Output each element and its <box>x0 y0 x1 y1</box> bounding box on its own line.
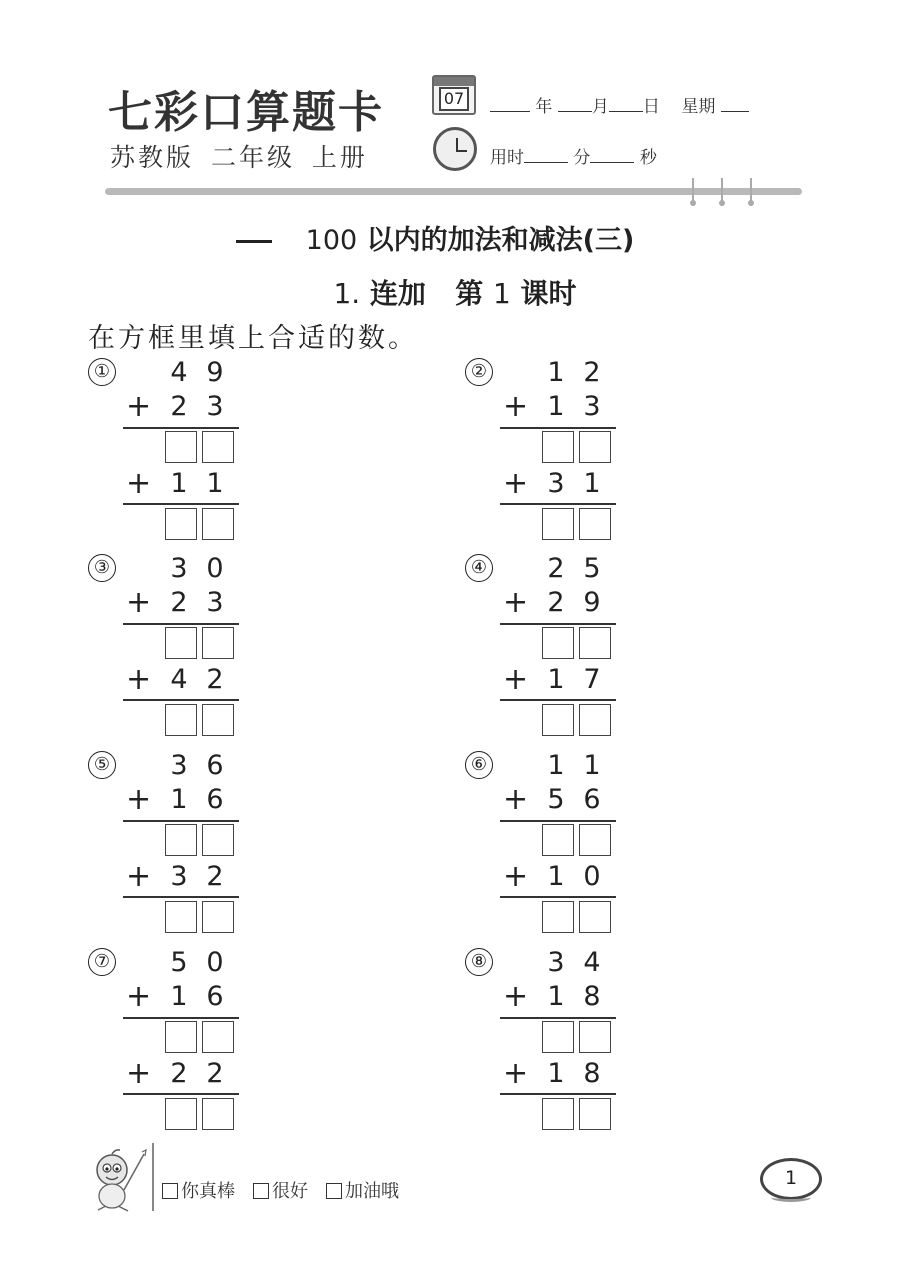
sum-line <box>500 896 616 898</box>
digit: 1 <box>547 391 565 422</box>
answer-box-ones[interactable] <box>202 1021 234 1053</box>
digit: 2 <box>170 1058 188 1089</box>
problem-index: ⑤ <box>88 751 116 779</box>
digit: 5 <box>583 553 601 584</box>
problem-index: ④ <box>465 554 493 582</box>
plus-sign: + <box>126 979 152 1014</box>
digit: 9 <box>583 587 601 618</box>
answer-box-tens[interactable] <box>165 901 197 933</box>
problem-block <box>465 358 665 548</box>
problem-block <box>88 554 288 744</box>
answer-box-tens[interactable] <box>165 508 197 540</box>
answer-box-ones[interactable] <box>202 901 234 933</box>
answer-box-tens[interactable] <box>542 1098 574 1130</box>
plus-sign: + <box>503 979 529 1014</box>
divider-ornament <box>748 178 754 206</box>
answer-box-tens[interactable] <box>165 704 197 736</box>
digit: 3 <box>547 468 565 499</box>
day-label: 日 <box>642 97 660 117</box>
answer-box-ones[interactable] <box>579 1021 611 1053</box>
sum-line <box>500 1017 616 1019</box>
checkbox-icon[interactable] <box>326 1183 342 1199</box>
problem-block <box>465 554 665 744</box>
digit: 1 <box>206 468 224 499</box>
digit: 8 <box>583 981 601 1012</box>
digit: 2 <box>206 861 224 892</box>
sum-line <box>123 699 239 701</box>
digit: 0 <box>583 861 601 892</box>
lesson-period-prefix: 第 <box>455 277 484 310</box>
answer-box-tens[interactable] <box>542 824 574 856</box>
digit: 2 <box>547 587 565 618</box>
answer-box-ones[interactable] <box>579 901 611 933</box>
footer-divider <box>152 1143 154 1211</box>
problem-block <box>88 948 288 1138</box>
answer-box-tens[interactable] <box>542 1021 574 1053</box>
workbook-title: 七彩口算题卡 <box>108 87 384 138</box>
digit: 6 <box>583 784 601 815</box>
lesson-period-number: 1 <box>492 277 511 310</box>
digit: 2 <box>170 587 188 618</box>
digit: 3 <box>206 587 224 618</box>
minutes-label: 分 <box>573 148 591 168</box>
problem-block <box>88 358 288 548</box>
answer-box-ones[interactable] <box>579 704 611 736</box>
digit: 1 <box>583 750 601 781</box>
sum-line <box>123 1093 239 1095</box>
sum-line <box>500 427 616 429</box>
digit: 3 <box>206 391 224 422</box>
answer-box-tens[interactable] <box>165 824 197 856</box>
digit: 2 <box>547 553 565 584</box>
sum-line <box>500 820 616 822</box>
weekday-blank[interactable] <box>721 96 749 112</box>
self-rating <box>162 1177 417 1203</box>
answer-box-tens[interactable] <box>542 704 574 736</box>
answer-box-ones[interactable] <box>202 627 234 659</box>
digit: 1 <box>583 468 601 499</box>
digit: 5 <box>170 947 188 978</box>
month-blank[interactable] <box>558 96 592 112</box>
plus-sign: + <box>126 662 152 697</box>
digit: 1 <box>547 357 565 388</box>
sum-line <box>123 503 239 505</box>
digit: 3 <box>170 750 188 781</box>
answer-box-ones[interactable] <box>202 704 234 736</box>
answer-box-ones[interactable] <box>579 627 611 659</box>
answer-box-tens[interactable] <box>165 431 197 463</box>
problem-index: ③ <box>88 554 116 582</box>
answer-box-tens[interactable] <box>542 431 574 463</box>
date-fields <box>490 92 749 117</box>
digit: 3 <box>170 861 188 892</box>
seconds-blank[interactable] <box>590 147 634 163</box>
answer-box-ones[interactable] <box>579 824 611 856</box>
digit: 9 <box>206 357 224 388</box>
checkbox-icon[interactable] <box>162 1183 178 1199</box>
time-used-label: 用时 <box>490 148 524 168</box>
digit: 1 <box>547 1058 565 1089</box>
problem-index: ① <box>88 358 116 386</box>
answer-box-ones[interactable] <box>579 1098 611 1130</box>
digit: 4 <box>170 664 188 695</box>
digit: 1 <box>170 981 188 1012</box>
plus-sign: + <box>126 389 152 424</box>
chapter-heading <box>0 218 910 257</box>
year-label: 年 <box>535 97 553 117</box>
digit: 3 <box>547 947 565 978</box>
plus-sign: + <box>503 389 529 424</box>
answer-box-tens[interactable] <box>165 627 197 659</box>
rating-option-keep-going[interactable]: 加油哦 <box>326 1181 399 1202</box>
answer-box-ones[interactable] <box>579 508 611 540</box>
seconds-label: 秒 <box>639 148 657 168</box>
digit: 2 <box>206 664 224 695</box>
mascot-illustration <box>84 1148 150 1214</box>
sum-line <box>123 623 239 625</box>
problem-index: ② <box>465 358 493 386</box>
weekday-label: 星期 <box>681 97 716 117</box>
digit: 6 <box>206 750 224 781</box>
digit: 4 <box>170 357 188 388</box>
answer-box-tens[interactable] <box>165 1098 197 1130</box>
rating-option-great[interactable]: 你真棒 <box>162 1181 235 1202</box>
problem-block <box>465 948 665 1138</box>
plus-sign: + <box>503 1056 529 1091</box>
plus-sign: + <box>126 859 152 894</box>
chapter-number: 100 <box>305 225 358 256</box>
plus-sign: + <box>126 1056 152 1091</box>
month-label: 月 <box>591 97 609 117</box>
answer-box-tens[interactable] <box>542 508 574 540</box>
sum-line <box>123 896 239 898</box>
plus-sign: + <box>503 585 529 620</box>
clock-icon <box>433 127 477 171</box>
divider-ornament <box>719 178 725 206</box>
answer-box-ones[interactable] <box>202 1098 234 1130</box>
digit: 2 <box>206 1058 224 1089</box>
answer-box-ones[interactable] <box>202 431 234 463</box>
problem-index: ⑥ <box>465 751 493 779</box>
checkbox-icon[interactable] <box>253 1183 269 1199</box>
digit: 5 <box>547 784 565 815</box>
plus-sign: + <box>126 782 152 817</box>
digit: 1 <box>170 784 188 815</box>
digit: 1 <box>547 750 565 781</box>
digit: 1 <box>547 981 565 1012</box>
answer-box-ones[interactable] <box>579 431 611 463</box>
year-blank[interactable] <box>490 96 530 112</box>
divider-ornament <box>690 178 696 206</box>
sum-line <box>123 820 239 822</box>
lesson-heading <box>0 272 910 312</box>
sum-line <box>500 699 616 701</box>
digit: 2 <box>583 357 601 388</box>
plus-sign: + <box>503 859 529 894</box>
lesson-title: 连加 <box>369 277 426 310</box>
problem-index: ⑧ <box>465 948 493 976</box>
digit: 1 <box>547 664 565 695</box>
plus-sign: + <box>126 585 152 620</box>
plus-sign: + <box>503 662 529 697</box>
problem-block <box>88 751 288 941</box>
digit: 1 <box>170 468 188 499</box>
chapter-title: 以内的加法和减法(三) <box>366 225 635 256</box>
lesson-period-suffix: 课时 <box>520 277 577 310</box>
calendar-number: 07 <box>439 87 469 111</box>
problem-block <box>465 751 665 941</box>
digit: 3 <box>583 391 601 422</box>
answer-box-ones[interactable] <box>202 824 234 856</box>
sum-line <box>123 427 239 429</box>
page-number: 1 <box>760 1158 822 1200</box>
digit: 6 <box>206 981 224 1012</box>
day-blank[interactable] <box>609 96 643 112</box>
sum-line <box>500 1093 616 1095</box>
digit: 8 <box>583 1058 601 1089</box>
digit: 2 <box>170 391 188 422</box>
answer-box-ones[interactable] <box>202 508 234 540</box>
sum-line <box>123 1017 239 1019</box>
plus-sign: + <box>503 466 529 501</box>
sum-line <box>500 623 616 625</box>
digit: 0 <box>206 947 224 978</box>
plus-sign: + <box>126 466 152 501</box>
calendar-icon <box>432 75 476 115</box>
time-fields <box>490 143 657 168</box>
digit: 7 <box>583 664 601 695</box>
digit: 0 <box>206 553 224 584</box>
digit: 4 <box>583 947 601 978</box>
plus-sign: + <box>503 782 529 817</box>
digit: 3 <box>170 553 188 584</box>
header-divider <box>105 188 802 195</box>
lesson-number: 1. <box>333 277 361 310</box>
digit: 6 <box>206 784 224 815</box>
minutes-blank[interactable] <box>524 147 568 163</box>
edition-label: 苏教版 二年级 上册 <box>110 143 368 172</box>
answer-box-tens[interactable] <box>542 627 574 659</box>
answer-box-tens[interactable] <box>165 1021 197 1053</box>
digit: 1 <box>547 861 565 892</box>
problem-index: ⑦ <box>88 948 116 976</box>
instruction-text: 在方框里填上合适的数。 <box>88 323 418 354</box>
rating-option-good[interactable]: 很好 <box>253 1181 308 1202</box>
sum-line <box>500 503 616 505</box>
answer-box-tens[interactable] <box>542 901 574 933</box>
